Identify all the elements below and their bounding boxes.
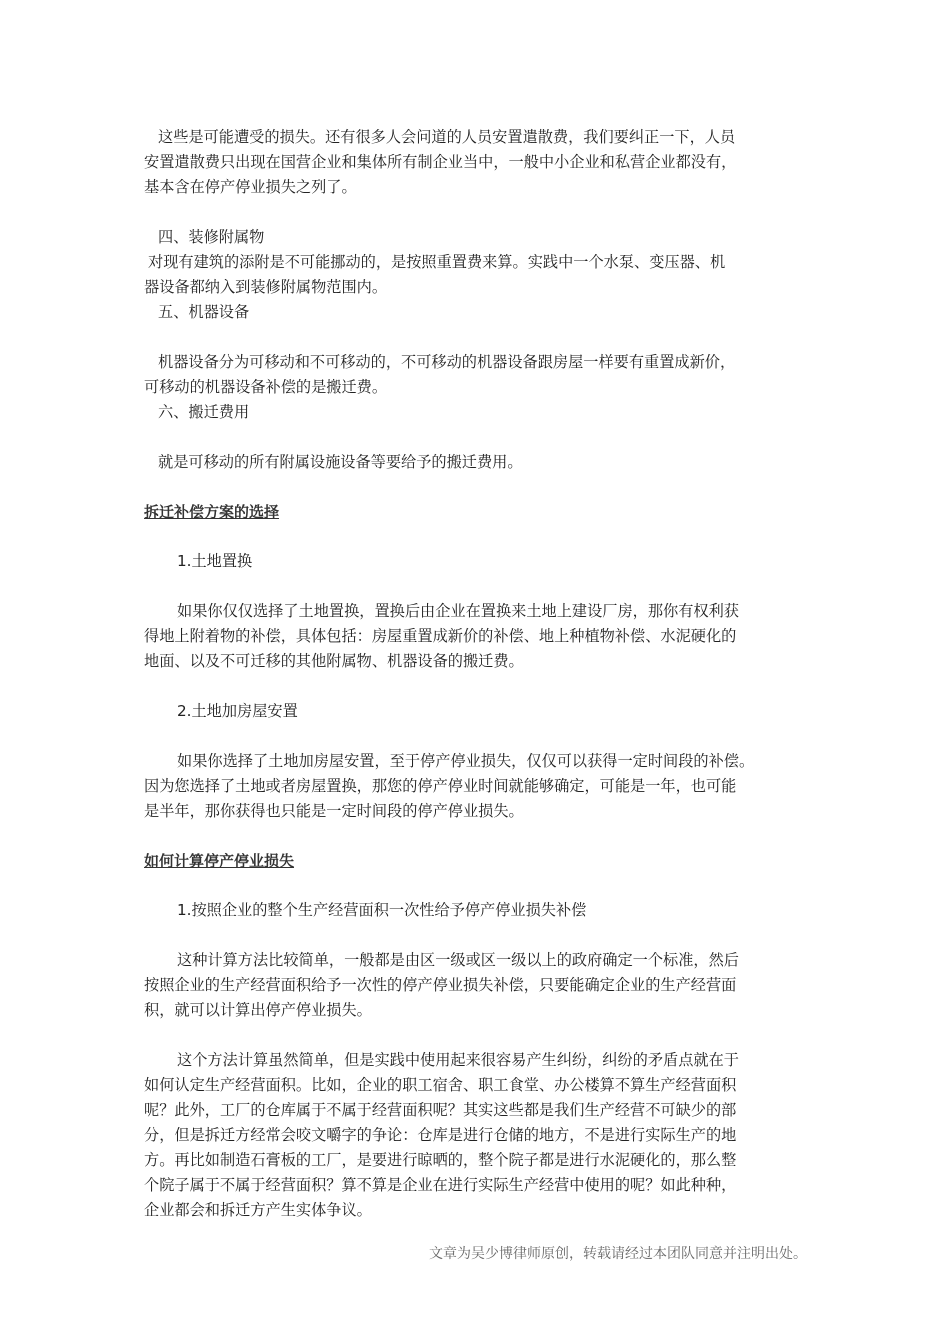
- text-line: 如果你仅仅选择了土地置换，置换后由企业在置换来土地上建设厂房，那你有权利获: [177, 602, 739, 620]
- option-1-title: 1.土地置换: [177, 552, 253, 570]
- text-line: 器设备都纳入到装修附属物范围内。: [144, 278, 387, 296]
- section-6-title: 六、搬迁费用: [158, 403, 250, 421]
- text-line: 方。再比如制造石膏板的工厂，是要进行晾晒的，整个院子都是进行水泥硬化的，那么整: [144, 1151, 737, 1169]
- method-1-title: 1.按照企业的整个生产经营面积一次性给予停产停业损失补偿: [177, 901, 587, 919]
- section-4-title: 四、装修附属物: [158, 228, 265, 246]
- heading-compensation-plan: 拆迁补偿方案的选择: [144, 503, 280, 521]
- text-line: 呢？此外，工厂的仓库属于不属于经营面积呢？其实这些都是我们生产经营不可缺少的部: [144, 1101, 737, 1119]
- text-line: 安置遣散费只出现在国营企业和集体所有制企业当中，一般中小企业和私营企业都没有，: [144, 153, 737, 171]
- section-5-body: [144, 350, 808, 400]
- text-line: 这个方法计算虽然简单，但是实践中使用起来很容易产生纠纷，纠纷的矛盾点就在于: [177, 1051, 739, 1069]
- text-line: 得地上附着物的补偿，具体包括：房屋重置成新价的补偿、地上种植物补偿、水泥硬化的: [144, 627, 737, 645]
- text-line: 基本含在停产停业损失之列了。: [144, 178, 357, 196]
- text-line: 积，就可以计算出停产停业损失。: [144, 1001, 372, 1019]
- method-1-dispute: [144, 1048, 808, 1223]
- option-2-body: [144, 749, 808, 824]
- copyright-footer: 文章为吴少博律师原创，转载请经过本团队同意并注明出处。: [429, 1246, 807, 1262]
- option-2-title: 2.土地加房屋安置: [177, 702, 298, 720]
- text-line: 如果你选择了土地加房屋安置，至于停产停业损失，仅仅可以获得一定时间段的补偿。: [177, 752, 755, 770]
- text-line: 这种计算方法比较简单，一般都是由区一级或区一级以上的政府确定一个标准，然后: [177, 951, 739, 969]
- text-line: 按照企业的生产经营面积给予一次性的停产停业损失补偿，只要能确定企业的生产经营面: [144, 976, 737, 994]
- method-1-body: [144, 948, 808, 1023]
- paragraph-losses: [144, 125, 808, 200]
- text-line: 因为您选择了土地或者房屋置换，那您的停产停业时间就能够确定，可能是一年，也可能: [144, 777, 737, 795]
- section-4-body: [144, 250, 808, 300]
- text-line: 企业都会和拆迁方产生实体争议。: [144, 1201, 372, 1219]
- text-line: 对现有建筑的添附是不可能挪动的，是按照重置费来算。实践中一个水泵、变压器、机: [148, 253, 726, 271]
- text-line: 个院子属于不属于经营面积？算不算是企业在进行实际生产经营中使用的呢？如此种种，: [144, 1176, 737, 1194]
- text-line: 分，但是拆迁方经常会咬文嚼字的争论：仓库是进行仓储的地方，不是进行实际生产的地: [144, 1126, 737, 1144]
- heading-loss-calculation: 如何计算停产停业损失: [144, 852, 295, 870]
- option-1-body: [144, 599, 808, 674]
- text-line: 这些是可能遭受的损失。还有很多人会问道的人员安置遣散费，我们要纠正一下，人员: [158, 128, 736, 146]
- section-5-title: 五、机器设备: [158, 303, 250, 321]
- text-line: 可移动的机器设备补偿的是搬迁费。: [144, 378, 387, 396]
- text-line: 是半年，那你获得也只能是一定时间段的停产停业损失。: [144, 802, 524, 820]
- text-line: 地面、以及不可迁移的其他附属物、机器设备的搬迁费。: [144, 652, 524, 670]
- section-6-body: [144, 450, 808, 475]
- text-line: 如何认定生产经营面积。比如，企业的职工宿舍、职工食堂、办公楼算不算生产经营面积: [144, 1076, 737, 1094]
- text-line: 机器设备分为可移动和不可移动的，不可移动的机器设备跟房屋一样要有重置成新价，: [158, 353, 736, 371]
- text-line: 就是可移动的所有附属设施设备等要给予的搬迁费用。: [158, 453, 523, 471]
